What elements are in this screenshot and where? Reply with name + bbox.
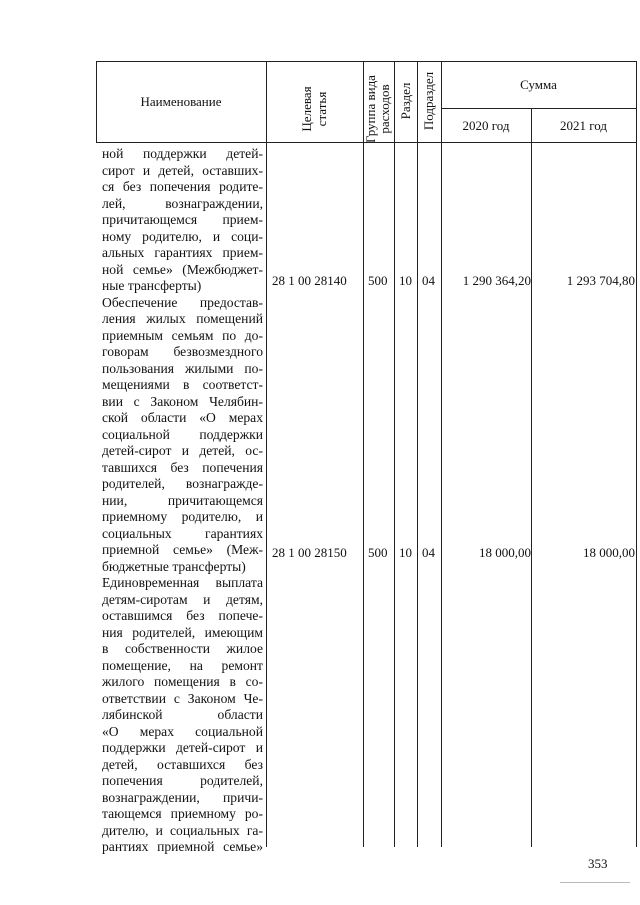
name-line: социальных гарантиях [102, 525, 263, 541]
row2-section: 10 [399, 545, 412, 560]
header-year-2020: 2020 год [462, 118, 510, 133]
name-line: ской области «О мерах [102, 410, 263, 425]
name-line: жилого помещения в со- [102, 674, 263, 689]
header-year-2021: 2021 год [560, 118, 607, 133]
name-line: тающемся приемному ро- [102, 806, 263, 821]
col-border-subsection [441, 61, 442, 847]
name-line: сирот и детей, оставших- [102, 162, 263, 178]
row2-subsection: 04 [422, 545, 435, 560]
name-line: поддержки детей-сирот и [102, 740, 263, 755]
name-line: детей, оставшихся без [102, 756, 263, 772]
header-group-line2: расходов [377, 84, 392, 134]
row1-amount-2021: 1 293 704,80 [566, 273, 635, 288]
name-line: Обеспечение предостав- [102, 294, 263, 310]
row2-group: 500 [368, 545, 388, 560]
name-line: приемному родителю, и [102, 509, 263, 524]
name-line: ные трансферты) [102, 278, 202, 293]
header-sum: Сумма [520, 77, 557, 92]
name-line: тавшихся без попечения [102, 459, 263, 475]
name-line: «О мерах социальной [102, 723, 263, 739]
row1-subsection: 04 [422, 273, 435, 288]
page-number: 353 [588, 856, 608, 871]
name-line: в собственности жилое [102, 641, 263, 656]
sum-header-divider [441, 108, 636, 109]
name-line: социальной поддержки [102, 426, 263, 442]
name-line: лябинской области [102, 707, 263, 722]
name-line: причитающемся прием- [102, 212, 263, 227]
header-group [364, 70, 392, 148]
col-border-target [363, 61, 364, 847]
name-line: бюджетные трансферты) [102, 558, 246, 574]
row2-target-code: 28 1 00 28150 [272, 545, 347, 560]
row1-amount-2020: 1 290 364,20 [462, 273, 531, 288]
name-line: детей-сирот и детей, ос- [102, 443, 263, 458]
name-line: вии с Законом Челябин- [102, 393, 263, 409]
name-line: мещениями в соответст- [102, 377, 263, 392]
table-top-border [96, 61, 636, 62]
header-subsection: Подраздел [421, 71, 436, 131]
row1-target-code: 28 1 00 28140 [272, 273, 347, 288]
name-line: альных гарантиях прием- [102, 245, 263, 260]
name-line: детям-сиротам и детям, [102, 591, 263, 607]
name-line: родителей, вознагражде- [102, 476, 263, 491]
row2-amount-2021: 18 000,00 [583, 545, 635, 560]
name-line: Единовременная выплата [102, 575, 263, 590]
scan-edge-mark [560, 882, 630, 883]
name-line: пользования жилыми по- [102, 360, 263, 376]
col-border-2020 [531, 108, 532, 847]
name-line: рантиях приемной семье» [102, 839, 263, 854]
row1-section: 10 [399, 273, 412, 288]
name-line: вознаграждении, причи- [102, 789, 263, 805]
row1-group: 500 [368, 273, 388, 288]
name-line: ному родителю, и соци- [102, 228, 263, 244]
name-line: говорам безвозмездного [102, 344, 263, 359]
header-target: Целевая статья [299, 86, 329, 132]
name-line: приемным семьям по до- [102, 327, 263, 343]
row2-amount-2020: 18 000,00 [479, 545, 531, 560]
name-line: дителю, и социальных га- [102, 822, 263, 838]
name-line: нии, причитающемся [102, 492, 263, 508]
name-line: лей, вознаграждении, [102, 195, 263, 211]
name-line: помещение, на ремонт [102, 657, 263, 673]
name-line: ния родителей, имеющим [102, 624, 263, 640]
name-line: ответствии с Законом Че- [102, 690, 263, 706]
name-line: ся без попечения родите- [102, 179, 263, 194]
name-line: ной поддержки детей- [102, 146, 263, 161]
header-section: Раздел [398, 82, 413, 120]
col-border-left [96, 61, 97, 142]
col-border-section [417, 61, 418, 847]
name-line: ления жилых помещений [102, 311, 263, 326]
header-group-line1: Группа вида [363, 75, 378, 143]
col-border-right [636, 61, 637, 847]
col-border-name [266, 61, 267, 847]
header-name: Наименование [140, 94, 222, 109]
col-border-group [394, 61, 395, 847]
name-line: оставшимся без попече- [102, 608, 263, 623]
name-line: приемной семье» (Меж- [102, 542, 263, 557]
name-line: попечения родителей, [102, 773, 263, 788]
name-column-text [102, 146, 263, 856]
name-line: ной семье» (Межбюджет- [102, 261, 263, 277]
